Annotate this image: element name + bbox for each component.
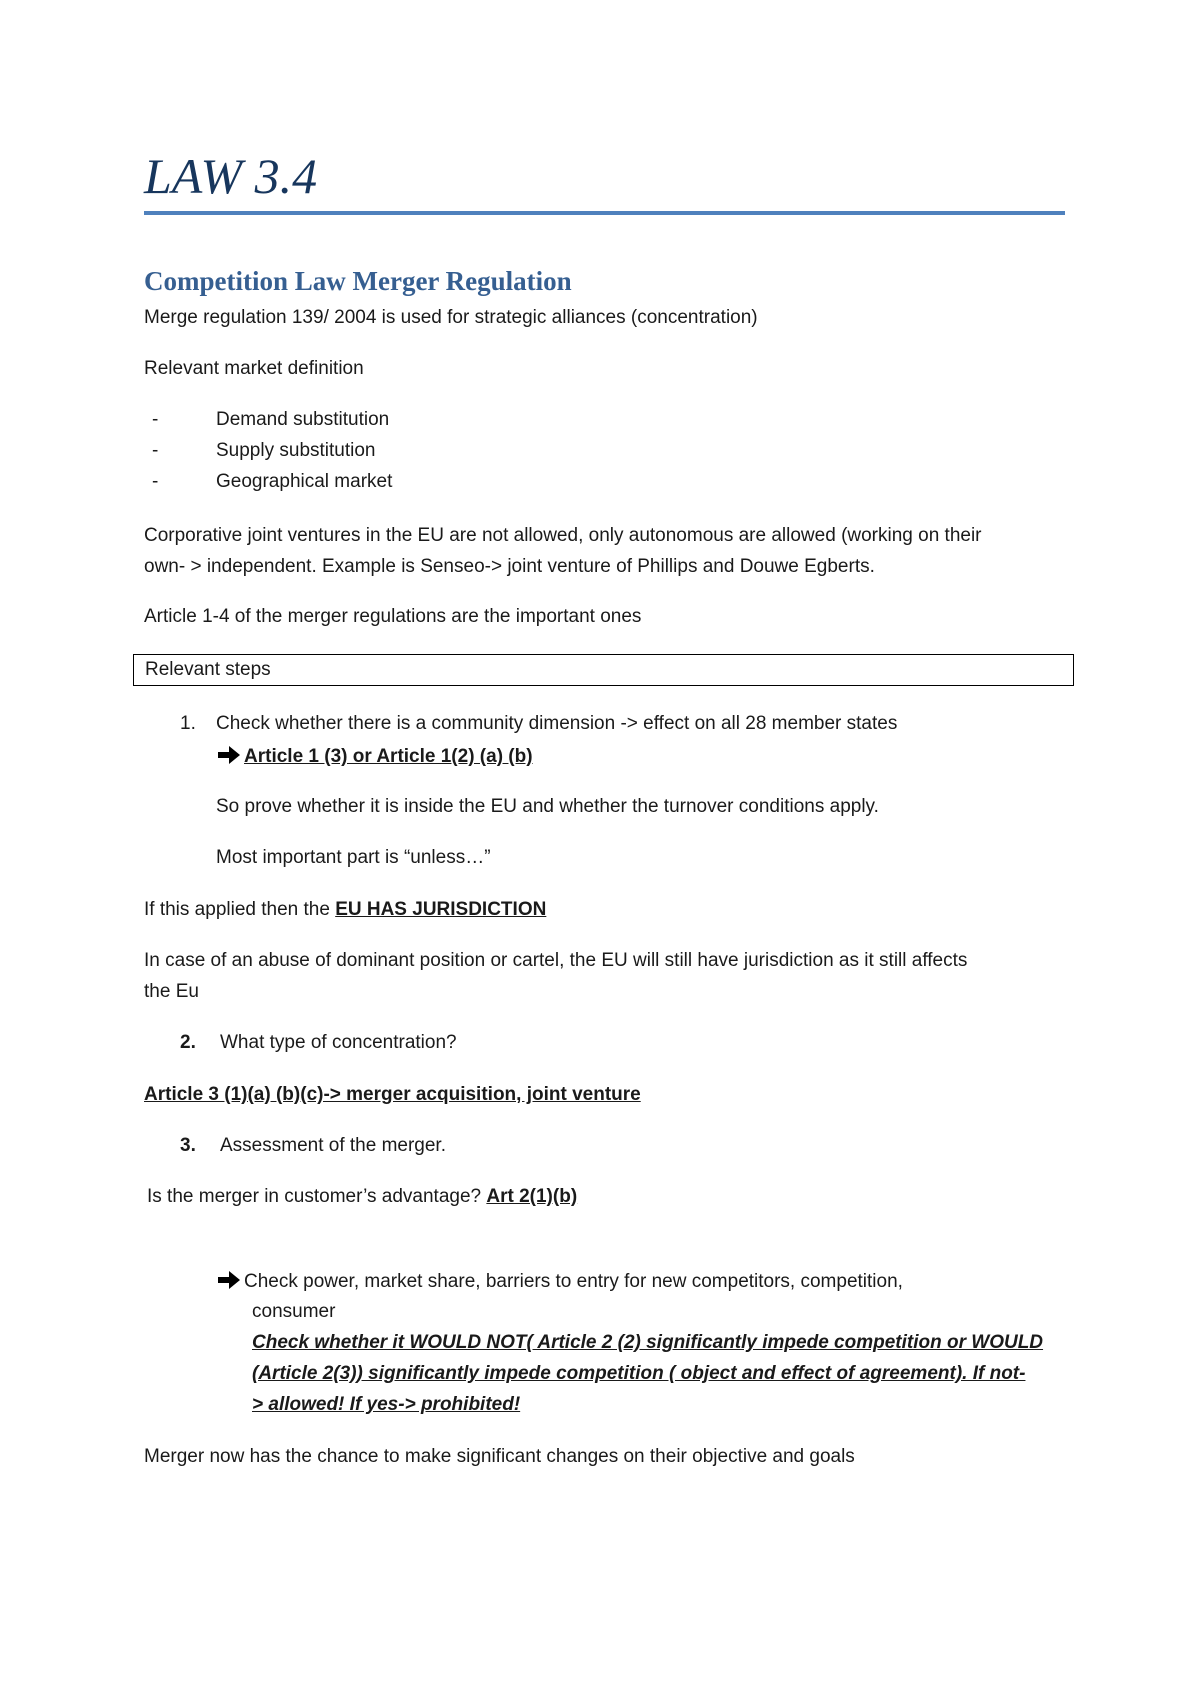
- merger-now-paragraph: Merger now has the chance to make significant changes on their objective and goals: [144, 1446, 855, 1467]
- arrow-right-icon: [216, 1269, 244, 1291]
- list-item-text: Geographical market: [216, 471, 393, 492]
- list-dash: -: [152, 440, 159, 461]
- abuse-paragraph-line1: In case of an abuse of dominant position or cartel, the EU will still have jurisdiction as it still affects: [144, 950, 968, 971]
- list-dash: -: [152, 409, 159, 430]
- article-3-paragraph: Article 3 (1)(a) (b)(c)-> merger acquisition, joint venture: [144, 1084, 641, 1105]
- step-2: [180, 1031, 457, 1055]
- check-power-line2: consumer: [252, 1301, 336, 1322]
- list-dash: -: [152, 471, 159, 492]
- step-number: 2.: [180, 1032, 196, 1053]
- step-1-arrow-item: [216, 744, 533, 769]
- customer-question: Is the merger in customer’s advantage?: [147, 1186, 487, 1207]
- jurisdiction-prefix: If this applied then the: [144, 899, 336, 920]
- check-power-line1: Check power, market share, barriers to entry for new competitors, competition,: [244, 1271, 903, 1292]
- document-title: LAW 3.4: [144, 148, 318, 204]
- step-3: [180, 1134, 446, 1158]
- customer-article-reference: Art 2(1)(b): [486, 1186, 578, 1207]
- customer-paragraph: [147, 1185, 577, 1209]
- article-1-reference: Article 1 (3) or Article 1(2) (a) (b): [244, 746, 533, 767]
- check-whether-line1: Check whether it WOULD NOT( Article 2 (2) significantly impede competition or WOULD: [252, 1332, 1044, 1353]
- step-text: Assessment of the merger.: [220, 1135, 446, 1156]
- section-heading: Competition Law Merger Regulation: [144, 266, 572, 296]
- list-item: [152, 470, 392, 494]
- step-text: Check whether there is a community dimension -> effect on all 28 member states: [216, 713, 898, 734]
- list-item: [152, 408, 389, 432]
- jurisdiction-emphasis: EU HAS JURISDICTION: [335, 899, 547, 920]
- article-1-4-paragraph: Article 1-4 of the merger regulations are the important ones: [144, 606, 642, 627]
- list-item: [152, 439, 376, 463]
- arrow-right-icon: [216, 744, 244, 766]
- step-1-prove-paragraph: So prove whether it is inside the EU and whether the turnover conditions apply.: [216, 796, 879, 817]
- step-text: What type of concentration?: [220, 1032, 457, 1053]
- check-whether-line2: (Article 2(3)) significantly impede competition ( object and effect of agreement). If not-: [252, 1363, 1026, 1384]
- check-whether-line3: > allowed! If yes-> prohibited!: [252, 1394, 521, 1415]
- step-1: [180, 712, 897, 736]
- title-underline-rule: [144, 211, 1065, 215]
- step-1-unless-paragraph: Most important part is “unless…”: [216, 847, 491, 868]
- corporative-paragraph-line1: Corporative joint ventures in the EU are not allowed, only autonomous are allowed (working on their: [144, 525, 982, 546]
- corporative-paragraph-line2: own- > independent. Example is Senseo-> joint venture of Phillips and Douwe Egberts.: [144, 556, 875, 577]
- jurisdiction-paragraph: [144, 898, 546, 922]
- list-item-text: Supply substitution: [216, 440, 376, 461]
- check-power-item: [216, 1269, 903, 1294]
- relevant-steps-box: Relevant steps: [133, 654, 1074, 686]
- step-number: 3.: [180, 1135, 196, 1156]
- merge-regulation-paragraph: Merge regulation 139/ 2004 is used for strategic alliances (concentration): [144, 307, 758, 328]
- step-number: 1.: [180, 713, 196, 734]
- relevant-market-paragraph: Relevant market definition: [144, 358, 364, 379]
- list-item-text: Demand substitution: [216, 409, 390, 430]
- abuse-paragraph-line2: the Eu: [144, 981, 199, 1002]
